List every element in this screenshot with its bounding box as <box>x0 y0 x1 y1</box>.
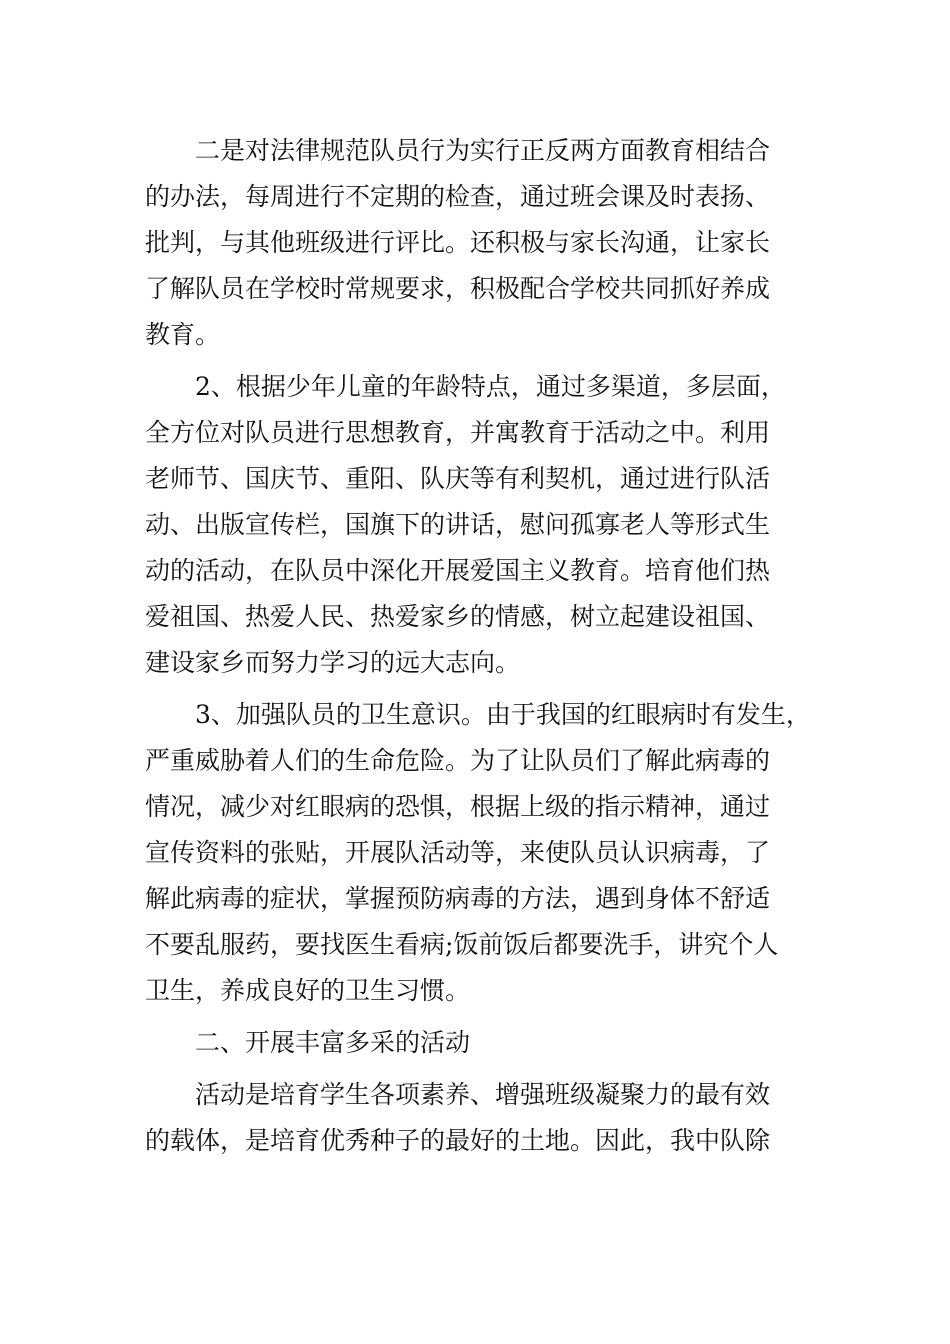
text-line: 2、根据少年儿童的年龄特点，通过多渠道，多层面， <box>145 372 786 401</box>
text-line: 动的活动，在队员中深化开展爱国主义教育。培育他们热 <box>145 556 771 585</box>
text-line: 教育。 <box>145 320 221 349</box>
text-line: 二是对法律规范队员行为实行正反两方面教育相结合 <box>145 136 771 165</box>
paragraph <box>145 1072 835 1164</box>
text-line: 卫生，养成良好的卫生习惯。 <box>145 976 471 1005</box>
text-line: 动、出版宣传栏，国旗下的讲话，慰问孤寡老人等形式生 <box>145 510 771 539</box>
text-line: 的载体，是培育优秀种子的最好的土地。因此，我中队除 <box>145 1126 771 1155</box>
paragraph <box>145 692 835 1014</box>
paragraph <box>145 128 835 358</box>
text-line: 情况，减少对红眼病的恐惧，根据上级的指示精神，通过 <box>145 792 771 821</box>
text-line: 建设家乡而努力学习的远大志向。 <box>145 648 521 677</box>
text-line: 解此病毒的症状，掌握预防病毒的方法，遇到身体不舒适 <box>145 884 771 913</box>
text-line: 的办法，每周进行不定期的检查，通过班会课及时表扬、 <box>145 182 771 211</box>
text-line: 老师节、国庆节、重阳、队庆等有利契机，通过进行队活 <box>145 464 771 493</box>
document-body <box>145 128 835 1170</box>
text-line: 全方位对队员进行思想教育，并寓教育于活动之中。利用 <box>145 418 771 447</box>
text-line: 不要乱服药，要找医生看病;饭前饭后都要洗手，讲究个人 <box>145 930 779 959</box>
text-line: 3、加强队员的卫生意识。由于我国的红眼病时有发生， <box>145 700 811 729</box>
text-line: 了解队员在学校时常规要求，积极配合学校共同抓好养成 <box>145 274 771 303</box>
text-line: 二、开展丰富多采的活动 <box>145 1028 471 1057</box>
text-line: 爱祖国、热爱人民、热爱家乡的情感，树立起建设祖国、 <box>145 602 771 631</box>
text-line: 严重威胁着人们的生命危险。为了让队员们了解此病毒的 <box>145 746 771 775</box>
section-heading <box>145 1020 835 1066</box>
text-line: 批判，与其他班级进行评比。还积极与家长沟通，让家长 <box>145 228 771 257</box>
text-line: 宣传资料的张贴，开展队活动等，来使队员认识病毒，了 <box>145 838 771 867</box>
text-line: 活动是培育学生各项素养、增强班级凝聚力的最有效 <box>145 1080 771 1109</box>
paragraph <box>145 364 835 686</box>
